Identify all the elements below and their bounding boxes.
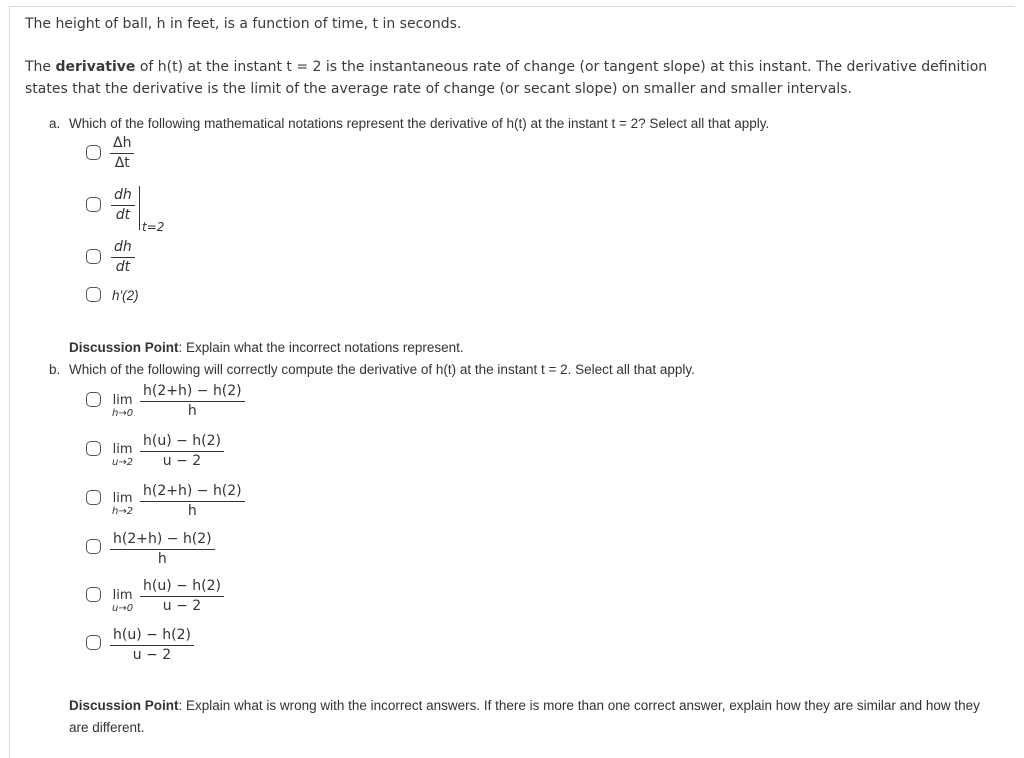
limit-word: lim xyxy=(112,393,133,408)
option-numerator: h(u) − h(2) xyxy=(140,432,224,452)
part-a-option-3-fraction xyxy=(111,238,135,277)
part-b-option-5-checkbox[interactable] xyxy=(86,587,101,602)
evaluation-bar xyxy=(139,186,140,230)
part-b-option-5-limit xyxy=(112,588,133,615)
option-denominator: dt xyxy=(115,259,131,275)
intro-part1: The xyxy=(25,59,56,75)
part-b-option-5-fraction xyxy=(140,577,224,616)
discussion-text: : Explain what is wrong with the incorrect answers. If there is more than one correct answer, explain how they are similar and how they are different. xyxy=(69,698,980,735)
part-a-discussion xyxy=(69,340,464,355)
option-denominator: h xyxy=(187,403,197,419)
part-b-option-1-checkbox[interactable] xyxy=(86,392,101,407)
option-numerator: Δh xyxy=(110,134,134,154)
limit-subscript: h→2 xyxy=(112,506,134,517)
option-denominator: u − 2 xyxy=(162,598,202,614)
part-b-option-1-limit xyxy=(112,393,133,420)
part-a-option-4-text: h'(2) xyxy=(112,288,139,303)
option-denominator: u − 2 xyxy=(132,647,172,663)
discussion-text: : Explain what the incorrect notations represent. xyxy=(178,340,464,355)
part-b-label: b. xyxy=(49,362,61,377)
evaluation-subscript: t=2 xyxy=(142,220,165,234)
limit-word: lim xyxy=(112,442,133,457)
option-numerator: dh xyxy=(111,186,135,206)
intro-bold-derivative: derivative xyxy=(55,59,136,75)
option-numerator: h(u) − h(2) xyxy=(110,626,194,646)
limit-word: lim xyxy=(112,588,133,603)
limit-word: lim xyxy=(112,491,133,506)
part-a-option-4-checkbox[interactable] xyxy=(86,287,101,302)
part-a-option-1-fraction xyxy=(110,134,134,173)
limit-subscript: u→0 xyxy=(112,603,134,614)
option-denominator: u − 2 xyxy=(162,453,202,469)
part-a-option-2-checkbox[interactable] xyxy=(86,197,101,212)
part-b-option-3-limit xyxy=(112,491,133,518)
part-a-option-2-fraction xyxy=(111,186,135,225)
intro-sentence: The height of ball, h in feet, is a function of time, t in seconds. xyxy=(25,16,462,32)
part-a-option-1-checkbox[interactable] xyxy=(86,145,101,160)
option-denominator: h xyxy=(157,551,167,567)
part-b-option-6-fraction xyxy=(110,626,194,665)
option-denominator: h xyxy=(187,503,197,519)
part-a-question: Which of the following mathematical notations represent the derivative of h(t) at the instant t = 2? Select all that apply. xyxy=(69,116,770,131)
option-numerator: h(2+h) − h(2) xyxy=(110,530,215,550)
part-a-option-3-checkbox[interactable] xyxy=(86,249,101,264)
part-a-label: a. xyxy=(49,116,61,131)
part-b-option-3-checkbox[interactable] xyxy=(86,490,101,505)
part-b-discussion xyxy=(69,695,999,739)
limit-subscript: h→0 xyxy=(112,408,134,419)
option-numerator: h(2+h) − h(2) xyxy=(140,482,245,502)
intro-paragraph xyxy=(25,56,1010,100)
option-denominator: dt xyxy=(115,207,131,223)
discussion-label: Discussion Point xyxy=(69,340,179,355)
option-numerator: h(u) − h(2) xyxy=(140,577,224,597)
part-b-option-4-fraction xyxy=(110,530,215,569)
part-b-option-2-fraction xyxy=(140,432,224,471)
part-b-question: Which of the following will correctly compute the derivative of h(t) at the instant t = 2. Select all that apply. xyxy=(69,362,695,377)
part-b-option-3-fraction xyxy=(140,482,245,521)
option-numerator: h(2+h) − h(2) xyxy=(140,382,245,402)
option-numerator: dh xyxy=(111,238,135,258)
option-denominator: Δt xyxy=(114,155,130,171)
intro-part2: of h(t) at the instant t = 2 is the instantaneous rate of change (or tangent slope) at this instant. The derivative definition states that the derivative is the limit of the average rate of change (or secant slope) on smaller and smaller intervals. xyxy=(25,59,988,97)
part-b-option-2-checkbox[interactable] xyxy=(86,441,101,456)
part-b-option-2-limit xyxy=(112,442,133,469)
part-b-option-4-checkbox[interactable] xyxy=(86,539,101,554)
part-b-option-6-checkbox[interactable] xyxy=(86,635,101,650)
part-b-option-1-fraction xyxy=(140,382,245,421)
discussion-label: Discussion Point xyxy=(69,698,179,713)
limit-subscript: u→2 xyxy=(112,457,134,468)
